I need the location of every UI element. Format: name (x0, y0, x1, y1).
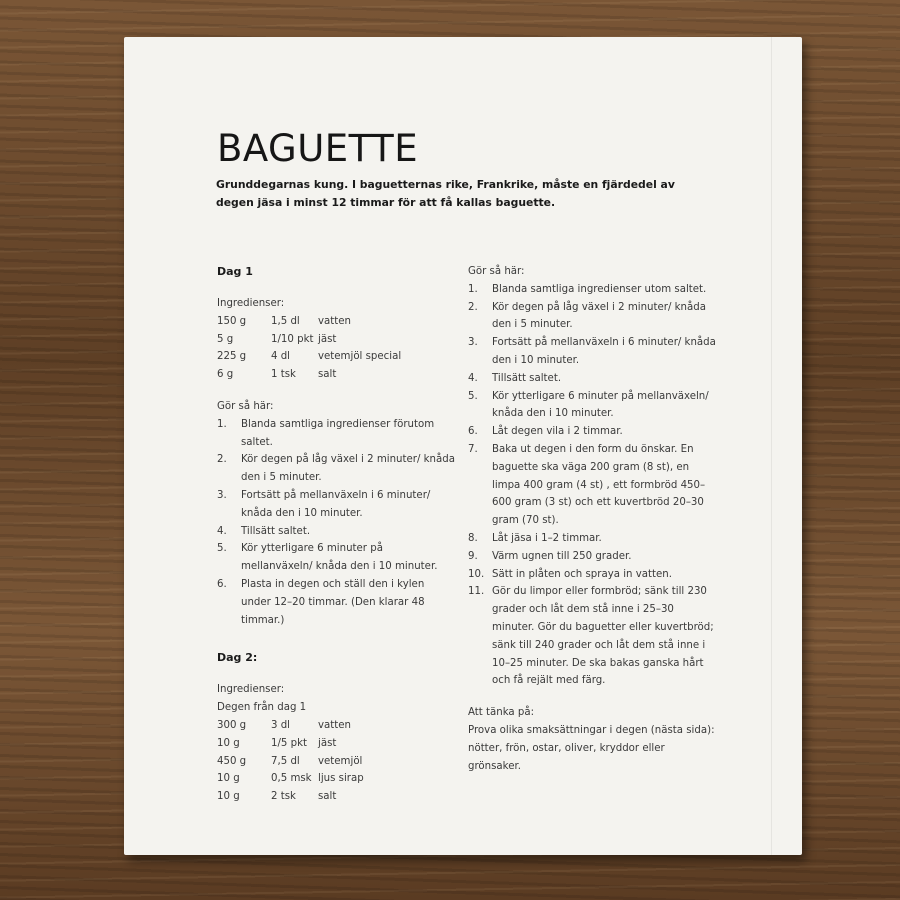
step-item (217, 523, 457, 541)
step-item (468, 423, 718, 441)
step-item (217, 416, 457, 452)
ingredient-volume: 3 dl (271, 719, 291, 731)
day2-ingredients-label: Ingredienser: (217, 684, 285, 696)
step-text: Tillsätt saltet. (492, 372, 562, 384)
tips-text: Prova olika smaksättningar i degen (nästa sida): nötter, frön, ostar, oliver, kryddor eller grönsaker. (468, 724, 715, 772)
step-number: 4. (468, 372, 478, 384)
step-item (217, 540, 457, 576)
day1-heading: Dag 1 (217, 265, 253, 278)
step-text: Kör degen på låg växel i 2 minuter/ knåda den i 5 minuter. (241, 454, 455, 484)
step-text: Låt jäsa i 1–2 timmar. (492, 532, 602, 544)
step-text: Baka ut degen i den form du önskar. En baguette ska väga 200 gram (8 st), en limpa 400 gram (4 st) , ett formbröd 450–600 gram (3 st) och ett kuvertbröd 20–30 gram (70 st). (492, 443, 706, 527)
ingredient-name: vetemjöl (318, 755, 363, 767)
step-item (217, 451, 457, 487)
step-number: 5. (468, 390, 478, 402)
ingredient-volume: 7,5 dl (271, 755, 300, 767)
ingredient-name: vatten (318, 315, 351, 327)
step-number: 7. (468, 443, 478, 455)
ingredient-weight: 10 g (217, 791, 240, 803)
intro-text: Grunddegarnas kung. I baguetternas rike, Frankrike, måste en fjärdedel av degen jäsa i minst 12 timmar för att få kallas baguette. (216, 178, 675, 209)
ingredient-weight: 10 g (217, 737, 240, 749)
step-item (468, 334, 718, 370)
step-number: 1. (468, 283, 478, 295)
ingredient-row (217, 366, 457, 384)
ingredient-row (217, 770, 457, 788)
right-step-list (468, 281, 718, 690)
ingredient-volume: 0,5 msk (271, 773, 312, 785)
day1-ingredient-list (217, 313, 457, 384)
ingredient-weight: 300 g (217, 719, 247, 731)
step-text: Fortsätt på mellanväxeln i 6 minuter/ knåda den i 10 minuter. (492, 337, 716, 366)
ingredient-volume: 4 dl (271, 351, 291, 363)
step-item (217, 576, 457, 629)
ingredient-volume: 1,5 dl (271, 315, 300, 327)
step-text: Kör ytterligare 6 minuter på mellanväxeln/ knåda den i 10 minuter. (241, 543, 438, 573)
ingredient-weight: 150 g (217, 315, 247, 327)
step-item (468, 388, 718, 424)
day1-method-label: Gör så här: (217, 400, 274, 412)
step-item (468, 566, 718, 584)
step-text: Blanda samtliga ingredienser förutom saltet. (241, 418, 435, 448)
step-number: 6. (217, 578, 227, 590)
day2-dough-from-day1: Degen från dag 1 (217, 702, 307, 714)
page-title: BAGUETTE (217, 127, 419, 170)
day1-ingredients-label: Ingredienser: (217, 298, 285, 309)
step-number: 6. (468, 426, 478, 438)
step-item (468, 370, 718, 388)
ingredient-row (217, 313, 457, 331)
step-item (468, 530, 718, 548)
step-number: 2. (217, 454, 227, 466)
ingredient-volume: 1 tsk (271, 369, 296, 381)
ingredient-name: vetemjöl special (318, 351, 402, 363)
ingredient-weight: 450 g (217, 755, 247, 767)
step-number: 11. (468, 586, 485, 598)
step-number: 3. (217, 489, 227, 501)
ingredient-row (217, 788, 457, 806)
right-column (468, 263, 718, 775)
step-number: 3. (468, 337, 478, 349)
ingredient-weight: 10 g (217, 773, 240, 785)
step-text: Värm ugnen till 250 grader. (492, 550, 632, 562)
step-number: 9. (468, 550, 478, 562)
ingredient-name: salt (318, 369, 337, 381)
tips-label: Att tänka på: (468, 707, 535, 719)
step-item (468, 548, 718, 566)
left-column (217, 263, 457, 806)
book-page (124, 37, 802, 855)
ingredient-name: ljus sirap (318, 773, 364, 785)
ingredient-weight: 6 g (217, 369, 234, 381)
step-text: Gör du limpor eller formbröd; sänk till 230 grader och låt dem stå inne i 25–30 minuter. Gör du baguetter eller kuvertbröd; sänk till 240 grader och låt dem stå inne i 10–25 minuter. De ska bakas ganska hårt och få rejält med färg. (492, 586, 714, 687)
day1-step-list (217, 416, 457, 630)
ingredient-row (217, 735, 457, 753)
step-item (468, 441, 718, 530)
ingredient-volume: 1/5 pkt (271, 737, 307, 749)
ingredient-row (217, 753, 457, 771)
ingredient-weight: 5 g (217, 333, 234, 345)
right-method-label: Gör så här: (468, 266, 525, 277)
day2-heading: Dag 2: (217, 651, 258, 665)
step-number: 2. (468, 301, 478, 313)
day2-ingredient-list (217, 717, 457, 806)
ingredient-name: vatten (318, 719, 351, 731)
step-number: 4. (217, 525, 227, 537)
step-item (468, 299, 718, 335)
step-text: Plasta in degen och ställ den i kylen under 12–20 timmar. (Den klarar 48 timmar.) (241, 578, 425, 626)
ingredient-name: jäst (318, 333, 337, 345)
step-number: 8. (468, 532, 478, 544)
ingredient-weight: 225 g (217, 351, 247, 363)
step-text: Sätt in plåten och spraya in vatten. (492, 568, 672, 580)
step-number: 10. (468, 568, 485, 580)
step-text: Fortsätt på mellanväxeln i 6 minuter/ knåda den i 10 minuter. (241, 489, 431, 519)
step-item (217, 487, 457, 523)
ingredient-row (217, 717, 457, 735)
step-text: Blanda samtliga ingredienser utom saltet. (492, 283, 707, 295)
step-number: 1. (217, 418, 227, 430)
step-number: 5. (217, 543, 227, 555)
ingredient-row (217, 348, 457, 366)
ingredient-row (217, 331, 457, 349)
ingredient-volume: 1/10 pkt (271, 333, 314, 345)
step-item (468, 583, 718, 690)
step-text: Låt degen vila i 2 timmar. (492, 426, 623, 438)
ingredient-name: salt (318, 791, 337, 803)
ingredient-volume: 2 tsk (271, 791, 296, 803)
tips-text-block (468, 722, 718, 775)
ingredient-name: jäst (318, 737, 337, 749)
step-text: Tillsätt saltet. (241, 525, 311, 537)
step-text: Kör degen på låg växel i 2 minuter/ knåda den i 5 minuter. (492, 301, 706, 331)
step-text: Kör ytterligare 6 minuter på mellanväxeln/ knåda den i 10 minuter. (492, 390, 709, 420)
step-item (468, 281, 718, 299)
